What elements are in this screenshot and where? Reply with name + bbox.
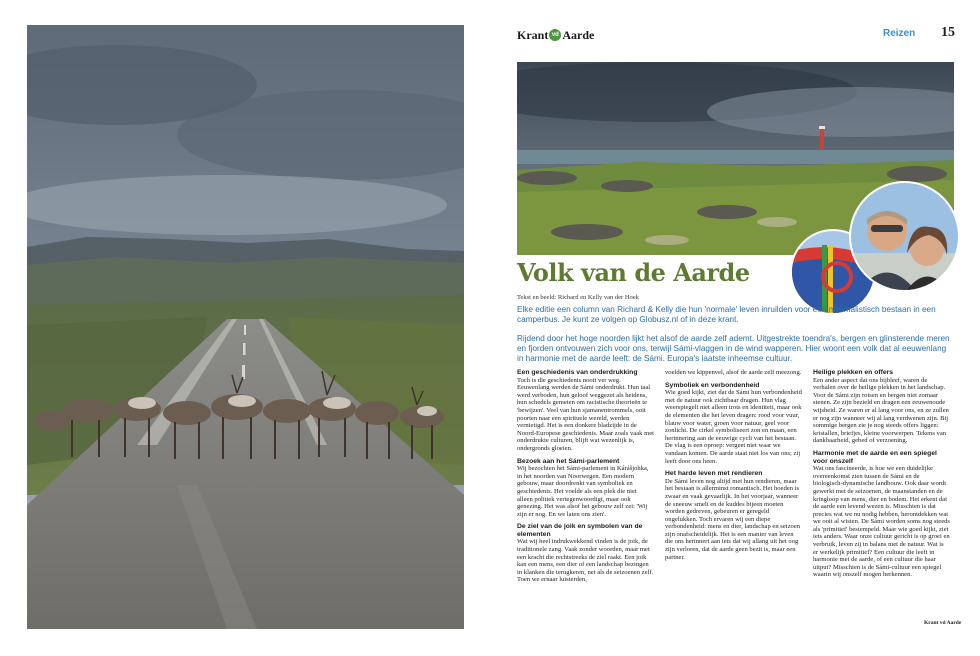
paragraph: De Sámi leven nog altijd met hun rendieren, maar het bestaan is allerminst romantisch. Het hoeden is zwaar en vaak gevaarlijk. In het voorjaar, wanneer de sneeuw smelt en de kuddes bijeen moeten worden gedreven, gebeuren er geregeld ongelukken. Toch ervaren wij een diepe verbondenheid: mens en dier, landschap en seizoen zijn onafscheidelijk. Het is een manier van leven die ons herinnert aan iets dat wij allang uit het oog zijn verloren, dat de aarde geen bezit is, maar een partner.: [665, 477, 801, 561]
article-title: Volk van de Aarde: [517, 258, 750, 287]
masthead-word-1: Krant: [517, 27, 549, 42]
article-credit: Tekst en beeld: Richard en Kelly van der Hoek: [517, 294, 639, 301]
article-intro: Elke editie een column van Richard & Kelly die hun 'normale' leven inruilden voor een minimalistisch bestaan in een camperbus. Je kunt ze volgen op Globusz.nl of in deze krant.: [517, 305, 936, 324]
subheading: Heilige plekken en offers: [813, 369, 894, 376]
section-label: Reizen: [883, 28, 916, 39]
subheading: Symboliek en verbondenheid: [665, 381, 760, 389]
masthead-badge: vd: [549, 29, 561, 41]
subheading: De ziel van de joik en symbolen van de elementen: [517, 523, 643, 538]
reindeer-road-photo: [27, 25, 464, 629]
article-column-1: [517, 369, 654, 633]
article-column-2: [665, 369, 802, 633]
page-number: 15: [941, 25, 955, 40]
paragraph: Een ander aspect dat ons bijbleef, waren de verhalen over de heilige plekken in het landschap. Voor de Sámi zijn rotsen en bergen niet zomaar stenen. Ze zijn bezield en dragen een eeuwenoude wijsheid. Ze waren er al lang voor ons, en ze zullen er nog zijn wanneer wij al lang verdwenen zijn. Bij sommige bergen zie je nog steeds offers liggen: kristallen, briefjes, kleine voorwerpen. Tekens van dankbaarheid, gebed of verzoening.: [813, 376, 949, 445]
paragraph: Toch is die geschiedenis nooit ver weg. Eeuwenlang werden de Sámi onderdrukt. Hun taal werd verboden, hun geloof weggezet als heidens, hun schedels gemeten om racistische theorieën te 'bewijzen'. Veel van hun sjamanentrommels, ooit poorten naar een spirituele wereld, werden vernietigd. Het is een donkere bladzijde in de Noord-Europese geschiedenis. Maar zoals vaak met onderdrukte culturen, blijft wat wezenlijk is, ondergronds gloeien.: [517, 376, 654, 452]
paragraph: Wat ons fascineerde, is hoe we een duidelijke overeenkomst zien tussen de Sámi en de biologisch-dynamische landbouw. Ook daar wordt gewerkt met de seizoenen, de maanstanden en de kringloop van mens, dier en bodem. Het erkent dat de aarde een levend wezen is. Misschien is dat precies wat we nu nodig hebben, herontdekken wat we ooit al wisten. De Sámi worden soms nog steeds als 'primitief' bestempeld. Maar wie goed kijkt, ziet iets anders. Waar onze cultuur gericht is op groei en verbruik, leven zij in balans met de natuur. Wat is er werkelijk primitief? Een cultuur die leeft in harmonie met de aarde, of een cultuur die haar uitput? Misschien is de Sámi-cultuur een spiegel waarin wij onszelf mogen herkennen.: [813, 465, 950, 579]
masthead-logo: [517, 27, 594, 43]
end-signature-logo: Krant vd Aarde: [924, 620, 962, 626]
subheading: Het harde leven met rendieren: [665, 470, 763, 478]
couple-photo: [849, 181, 960, 292]
paragraph: Wij bezochten het Sámi-parlement in Kárášjohka, in het noorden van Noorwegen. Een modern gebouw, maar doordrenkt van symboliek en geschiedenis. Het voelde als een plek die niet alleen politiek vertegenwoordigt, maar ook genezing. Het was alsof het gebouw zelf zei: 'Wij zijn er nog. En we laten ons zien'.: [517, 465, 649, 518]
subheading: Bezoek aan het Sámi-parlement: [517, 457, 620, 465]
paragraph: Wat wij heel indrukwekkend vinden is de joik, de traditionele zang. Vaak zonder woorden, maar met een kracht die rechtstreeks de ziel raakt. Een joik kan een mens, een dier of een landschap bezingen in klanken die terugkeren, net als de seizoenen zelf. Toen we ernaar luisterden,: [517, 538, 654, 584]
masthead-word-2: Aarde: [562, 27, 595, 42]
subheading: Harmonie met de aarde en een spiegel voor onszelf: [813, 449, 937, 465]
paragraph: voelden we kippenvel, alsof de aarde zelf meezong.: [665, 369, 802, 376]
article-lead: Rijdend door het hoge noorden lijkt het alsof de aarde zelf ademt. Uitgestrekte toendra's, bergen en glinsterende meren en fjorden ontvouwen zich voor ons, terwijl Sámi-vlaggen in de wind wapperen. Hier woont een volk dat al eeuwenlang in harmonie met de aarde leeft: de Sámi. Europa's laatste inheemse cultuur.: [517, 334, 950, 363]
paragraph: Wie goed kijkt, ziet dat de Sámi hun verbondenheid met de natuur ook zichtbaar dragen. Hun vlag weerspiegelt niet alleen trots en identiteit, maar ook de elementen die het leven dragen: rood voor vuur, blauw voor water, groen voor natuur, geel voor zonlicht. De cirkel symboliseert zon en maan, een herinnering aan de eeuwige cycli van het bestaan. De vlag is een oproep: vergeet niet waar we vandaan komen. De aarde staat niet los van ons; zij leeft door ons heen.: [665, 389, 802, 465]
article-column-3: [813, 369, 950, 633]
subheading: Een geschiedenis van onderdrukking: [517, 369, 638, 376]
